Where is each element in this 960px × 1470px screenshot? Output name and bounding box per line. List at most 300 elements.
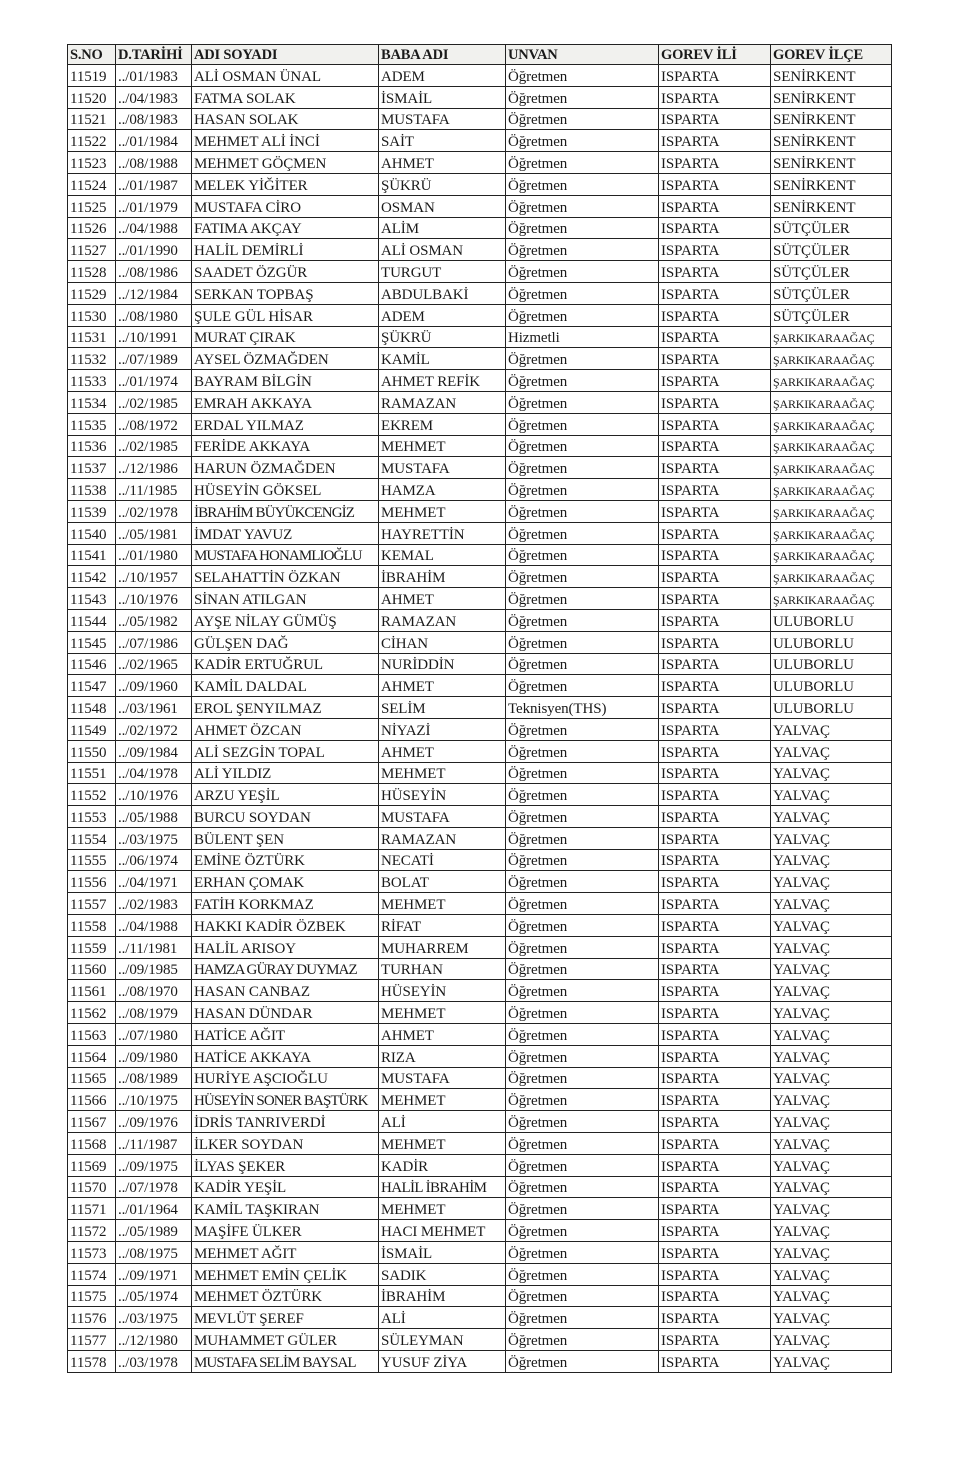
district-cell: ULUBORLU — [771, 653, 892, 675]
father-name-cell: ALİ OSMAN — [379, 239, 506, 261]
father-name-cell: MUSTAFA — [379, 806, 506, 828]
title-cell: Öğretmen — [506, 588, 659, 610]
district-cell: YALVAÇ — [771, 958, 892, 980]
header-date: D.TARİHİ — [116, 45, 192, 65]
title-cell: Öğretmen — [506, 631, 659, 653]
province-cell: ISPARTA — [659, 1067, 771, 1089]
sno-cell: 11564 — [68, 1045, 116, 1067]
full-name-cell: FATIMA AKÇAY — [192, 217, 379, 239]
birth-date-cell: ../12/1984 — [116, 282, 192, 304]
birth-date-cell: ../04/1978 — [116, 762, 192, 784]
title-cell: Öğretmen — [506, 1351, 659, 1373]
province-cell: ISPARTA — [659, 1220, 771, 1242]
table-row — [68, 827, 892, 849]
full-name-cell: HALİL ARISOY — [192, 936, 379, 958]
full-name-cell: FATİH KORKMAZ — [192, 893, 379, 915]
father-name-cell: İBRAHİM — [379, 1285, 506, 1307]
full-name-cell: MUSTAFA SELİM BAYSAL — [192, 1351, 379, 1373]
province-cell: ISPARTA — [659, 1285, 771, 1307]
province-cell: ISPARTA — [659, 827, 771, 849]
province-cell: ISPARTA — [659, 849, 771, 871]
province-cell: ISPARTA — [659, 1045, 771, 1067]
district-cell: YALVAÇ — [771, 1329, 892, 1351]
table-row — [68, 631, 892, 653]
province-cell: ISPARTA — [659, 391, 771, 413]
sno-cell: 11522 — [68, 130, 116, 152]
full-name-cell: ERHAN ÇOMAK — [192, 871, 379, 893]
district-cell: ŞARKIKARAAĞAÇ — [771, 435, 892, 457]
table-row — [68, 195, 892, 217]
table-row — [68, 326, 892, 348]
province-cell: ISPARTA — [659, 1111, 771, 1133]
province-cell: ISPARTA — [659, 609, 771, 631]
birth-date-cell: ../05/1982 — [116, 609, 192, 631]
title-cell: Öğretmen — [506, 936, 659, 958]
title-cell: Öğretmen — [506, 1176, 659, 1198]
table-row — [68, 871, 892, 893]
full-name-cell: MEVLÜT ŞEREF — [192, 1307, 379, 1329]
district-cell: ŞARKIKARAAĞAÇ — [771, 391, 892, 413]
birth-date-cell: ../09/1985 — [116, 958, 192, 980]
sno-cell: 11562 — [68, 1002, 116, 1024]
sno-cell: 11567 — [68, 1111, 116, 1133]
sno-cell: 11571 — [68, 1198, 116, 1220]
district-cell: SENİRKENT — [771, 65, 892, 87]
province-cell: ISPARTA — [659, 784, 771, 806]
birth-date-cell: ../02/1978 — [116, 500, 192, 522]
title-cell: Öğretmen — [506, 435, 659, 457]
table-row — [68, 697, 892, 719]
title-cell: Öğretmen — [506, 1329, 659, 1351]
sno-cell: 11540 — [68, 522, 116, 544]
full-name-cell: ARZU YEŞİL — [192, 784, 379, 806]
father-name-cell: RAMAZAN — [379, 827, 506, 849]
table-row — [68, 348, 892, 370]
district-cell: YALVAÇ — [771, 827, 892, 849]
father-name-cell: AHMET — [379, 740, 506, 762]
district-cell: SÜTÇÜLER — [771, 304, 892, 326]
full-name-cell: MEHMET ALİ İNCİ — [192, 130, 379, 152]
title-cell: Öğretmen — [506, 784, 659, 806]
birth-date-cell: ../05/1974 — [116, 1285, 192, 1307]
roster-sheet — [67, 44, 891, 1373]
father-name-cell: İBRAHİM — [379, 566, 506, 588]
sno-cell: 11534 — [68, 391, 116, 413]
table-row — [68, 370, 892, 392]
sno-cell: 11520 — [68, 86, 116, 108]
full-name-cell: HÜSEYİN SONER BAŞTÜRK — [192, 1089, 379, 1111]
district-cell: ŞARKIKARAAĞAÇ — [771, 348, 892, 370]
father-name-cell: NİYAZİ — [379, 718, 506, 740]
birth-date-cell: ../09/1976 — [116, 1111, 192, 1133]
father-name-cell: MEHMET — [379, 1133, 506, 1155]
sno-cell: 11530 — [68, 304, 116, 326]
father-name-cell: MEHMET — [379, 1002, 506, 1024]
table-row — [68, 65, 892, 87]
full-name-cell: İLYAS ŞEKER — [192, 1154, 379, 1176]
province-cell: ISPARTA — [659, 522, 771, 544]
header-row — [68, 45, 892, 65]
district-cell: SÜTÇÜLER — [771, 261, 892, 283]
father-name-cell: EKREM — [379, 413, 506, 435]
sno-cell: 11578 — [68, 1351, 116, 1373]
province-cell: ISPARTA — [659, 893, 771, 915]
title-cell: Öğretmen — [506, 980, 659, 1002]
district-cell: YALVAÇ — [771, 1002, 892, 1024]
title-cell: Öğretmen — [506, 893, 659, 915]
title-cell: Öğretmen — [506, 413, 659, 435]
table-row — [68, 653, 892, 675]
district-cell: YALVAÇ — [771, 762, 892, 784]
title-cell: Öğretmen — [506, 195, 659, 217]
district-cell: ŞARKIKARAAĞAÇ — [771, 588, 892, 610]
birth-date-cell: ../05/1989 — [116, 1220, 192, 1242]
birth-date-cell: ../04/1971 — [116, 871, 192, 893]
title-cell: Teknisyen(THS) — [506, 697, 659, 719]
birth-date-cell: ../09/1971 — [116, 1263, 192, 1285]
birth-date-cell: ../01/1974 — [116, 370, 192, 392]
province-cell: ISPARTA — [659, 1329, 771, 1351]
district-cell: ŞARKIKARAAĞAÇ — [771, 479, 892, 501]
sno-cell: 11527 — [68, 239, 116, 261]
province-cell: ISPARTA — [659, 1133, 771, 1155]
district-cell: YALVAÇ — [771, 980, 892, 1002]
district-cell: ŞARKIKARAAĞAÇ — [771, 566, 892, 588]
table-row — [68, 1198, 892, 1220]
province-cell: ISPARTA — [659, 261, 771, 283]
full-name-cell: MEHMET AĞIT — [192, 1242, 379, 1264]
full-name-cell: SERKAN TOPBAŞ — [192, 282, 379, 304]
province-cell: ISPARTA — [659, 479, 771, 501]
table-row — [68, 1285, 892, 1307]
full-name-cell: FATMA SOLAK — [192, 86, 379, 108]
title-cell: Öğretmen — [506, 1111, 659, 1133]
table-row — [68, 239, 892, 261]
birth-date-cell: ../03/1961 — [116, 697, 192, 719]
table-row — [68, 609, 892, 631]
title-cell: Öğretmen — [506, 457, 659, 479]
father-name-cell: RİFAT — [379, 915, 506, 937]
birth-date-cell: ../06/1974 — [116, 849, 192, 871]
father-name-cell: ADEM — [379, 65, 506, 87]
full-name-cell: ŞULE GÜL HİSAR — [192, 304, 379, 326]
sno-cell: 11524 — [68, 173, 116, 195]
sno-cell: 11543 — [68, 588, 116, 610]
table-row — [68, 1111, 892, 1133]
sno-cell: 11547 — [68, 675, 116, 697]
birth-date-cell: ../08/1975 — [116, 1242, 192, 1264]
header-name: ADI SOYADI — [192, 45, 379, 65]
district-cell: YALVAÇ — [771, 1111, 892, 1133]
district-cell: YALVAÇ — [771, 740, 892, 762]
district-cell: YALVAÇ — [771, 871, 892, 893]
birth-date-cell: ../09/1960 — [116, 675, 192, 697]
full-name-cell: HASAN SOLAK — [192, 108, 379, 130]
sno-cell: 11535 — [68, 413, 116, 435]
table-row — [68, 849, 892, 871]
sno-cell: 11538 — [68, 479, 116, 501]
full-name-cell: KAMİL TAŞKIRAN — [192, 1198, 379, 1220]
district-cell: YALVAÇ — [771, 1024, 892, 1046]
table-row — [68, 806, 892, 828]
title-cell: Öğretmen — [506, 239, 659, 261]
table-row — [68, 1220, 892, 1242]
full-name-cell: HASAN DÜNDAR — [192, 1002, 379, 1024]
province-cell: ISPARTA — [659, 1154, 771, 1176]
father-name-cell: SELİM — [379, 697, 506, 719]
district-cell: YALVAÇ — [771, 1242, 892, 1264]
full-name-cell: ERDAL YILMAZ — [192, 413, 379, 435]
province-cell: ISPARTA — [659, 195, 771, 217]
full-name-cell: AYSEL ÖZMAĞDEN — [192, 348, 379, 370]
table-row — [68, 108, 892, 130]
province-cell: ISPARTA — [659, 1263, 771, 1285]
district-cell: SENİRKENT — [771, 108, 892, 130]
table-row — [68, 1002, 892, 1024]
full-name-cell: MUSTAFA CİRO — [192, 195, 379, 217]
district-cell: SENİRKENT — [771, 86, 892, 108]
birth-date-cell: ../09/1984 — [116, 740, 192, 762]
father-name-cell: HÜSEYİN — [379, 784, 506, 806]
table-row — [68, 566, 892, 588]
province-cell: ISPARTA — [659, 740, 771, 762]
father-name-cell: SADIK — [379, 1263, 506, 1285]
sno-cell: 11569 — [68, 1154, 116, 1176]
sno-cell: 11532 — [68, 348, 116, 370]
sno-cell: 11525 — [68, 195, 116, 217]
title-cell: Öğretmen — [506, 871, 659, 893]
table-row — [68, 675, 892, 697]
table-row — [68, 304, 892, 326]
father-name-cell: CİHAN — [379, 631, 506, 653]
district-cell: SENİRKENT — [771, 130, 892, 152]
province-cell: ISPARTA — [659, 239, 771, 261]
birth-date-cell: ../02/1983 — [116, 893, 192, 915]
birth-date-cell: ../08/1983 — [116, 108, 192, 130]
title-cell: Öğretmen — [506, 1024, 659, 1046]
province-cell: ISPARTA — [659, 653, 771, 675]
father-name-cell: MEHMET — [379, 893, 506, 915]
sno-cell: 11561 — [68, 980, 116, 1002]
table-row — [68, 457, 892, 479]
province-cell: ISPARTA — [659, 457, 771, 479]
district-cell: SÜTÇÜLER — [771, 239, 892, 261]
title-cell: Öğretmen — [506, 370, 659, 392]
sno-cell: 11550 — [68, 740, 116, 762]
district-cell: YALVAÇ — [771, 1045, 892, 1067]
title-cell: Öğretmen — [506, 1242, 659, 1264]
birth-date-cell: ../01/1979 — [116, 195, 192, 217]
full-name-cell: BÜLENT ŞEN — [192, 827, 379, 849]
title-cell: Öğretmen — [506, 653, 659, 675]
full-name-cell: MAŞİFE ÜLKER — [192, 1220, 379, 1242]
table-row — [68, 1242, 892, 1264]
province-cell: ISPARTA — [659, 370, 771, 392]
district-cell: YALVAÇ — [771, 1133, 892, 1155]
district-cell: YALVAÇ — [771, 936, 892, 958]
district-cell: ŞARKIKARAAĞAÇ — [771, 522, 892, 544]
title-cell: Öğretmen — [506, 1263, 659, 1285]
father-name-cell: KADİR — [379, 1154, 506, 1176]
sno-cell: 11544 — [68, 609, 116, 631]
sno-cell: 11554 — [68, 827, 116, 849]
sno-cell: 11574 — [68, 1263, 116, 1285]
father-name-cell: HACI MEHMET — [379, 1220, 506, 1242]
district-cell: SENİRKENT — [771, 173, 892, 195]
birth-date-cell: ../05/1988 — [116, 806, 192, 828]
full-name-cell: MURAT ÇIRAK — [192, 326, 379, 348]
province-cell: ISPARTA — [659, 1242, 771, 1264]
province-cell: ISPARTA — [659, 871, 771, 893]
province-cell: ISPARTA — [659, 326, 771, 348]
title-cell: Öğretmen — [506, 479, 659, 501]
full-name-cell: İLKER SOYDAN — [192, 1133, 379, 1155]
province-cell: ISPARTA — [659, 435, 771, 457]
birth-date-cell: ../08/1989 — [116, 1067, 192, 1089]
birth-date-cell: ../08/1970 — [116, 980, 192, 1002]
sno-cell: 11557 — [68, 893, 116, 915]
province-cell: ISPARTA — [659, 915, 771, 937]
sno-cell: 11549 — [68, 718, 116, 740]
father-name-cell: ŞÜKRÜ — [379, 326, 506, 348]
table-row — [68, 784, 892, 806]
birth-date-cell: ../08/1988 — [116, 152, 192, 174]
table-row — [68, 1133, 892, 1155]
birth-date-cell: ../02/1985 — [116, 435, 192, 457]
full-name-cell: EMRAH AKKAYA — [192, 391, 379, 413]
birth-date-cell: ../11/1981 — [116, 936, 192, 958]
sno-cell: 11548 — [68, 697, 116, 719]
district-cell: YALVAÇ — [771, 915, 892, 937]
district-cell: YALVAÇ — [771, 1351, 892, 1373]
sno-cell: 11528 — [68, 261, 116, 283]
province-cell: ISPARTA — [659, 675, 771, 697]
sno-cell: 11556 — [68, 871, 116, 893]
sno-cell: 11577 — [68, 1329, 116, 1351]
province-cell: ISPARTA — [659, 544, 771, 566]
father-name-cell: SAİT — [379, 130, 506, 152]
title-cell: Öğretmen — [506, 718, 659, 740]
father-name-cell: ABDULBAKİ — [379, 282, 506, 304]
full-name-cell: İDRİS TANRIVERDİ — [192, 1111, 379, 1133]
sno-cell: 11533 — [68, 370, 116, 392]
father-name-cell: YUSUF ZİYA — [379, 1351, 506, 1373]
title-cell: Öğretmen — [506, 1089, 659, 1111]
title-cell: Öğretmen — [506, 740, 659, 762]
sno-cell: 11536 — [68, 435, 116, 457]
district-cell: SENİRKENT — [771, 195, 892, 217]
full-name-cell: SAADET ÖZGÜR — [192, 261, 379, 283]
district-cell: ULUBORLU — [771, 631, 892, 653]
father-name-cell: ŞÜKRÜ — [379, 173, 506, 195]
father-name-cell: RAMAZAN — [379, 609, 506, 631]
birth-date-cell: ../03/1975 — [116, 1307, 192, 1329]
full-name-cell: MEHMET ÖZTÜRK — [192, 1285, 379, 1307]
father-name-cell: ALİ — [379, 1111, 506, 1133]
header-father: BABA ADI — [379, 45, 506, 65]
sno-cell: 11539 — [68, 500, 116, 522]
father-name-cell: HÜSEYİN — [379, 980, 506, 1002]
birth-date-cell: ../01/1987 — [116, 173, 192, 195]
full-name-cell: BAYRAM BİLGİN — [192, 370, 379, 392]
table-row — [68, 435, 892, 457]
title-cell: Öğretmen — [506, 915, 659, 937]
birth-date-cell: ../02/1965 — [116, 653, 192, 675]
title-cell: Öğretmen — [506, 849, 659, 871]
title-cell: Hizmetli — [506, 326, 659, 348]
header-sno: S.NO — [68, 45, 116, 65]
full-name-cell: MEHMET GÖÇMEN — [192, 152, 379, 174]
birth-date-cell: ../12/1986 — [116, 457, 192, 479]
sno-cell: 11572 — [68, 1220, 116, 1242]
title-cell: Öğretmen — [506, 391, 659, 413]
title-cell: Öğretmen — [506, 108, 659, 130]
title-cell: Öğretmen — [506, 304, 659, 326]
father-name-cell: AHMET — [379, 675, 506, 697]
full-name-cell: MELEK YİĞİTER — [192, 173, 379, 195]
table-body — [68, 65, 892, 1373]
father-name-cell: ALİM — [379, 217, 506, 239]
province-cell: ISPARTA — [659, 806, 771, 828]
district-cell: YALVAÇ — [771, 1263, 892, 1285]
district-cell: YALVAÇ — [771, 1220, 892, 1242]
province-cell: ISPARTA — [659, 217, 771, 239]
title-cell: Öğretmen — [506, 675, 659, 697]
district-cell: SÜTÇÜLER — [771, 282, 892, 304]
birth-date-cell: ../11/1987 — [116, 1133, 192, 1155]
province-cell: ISPARTA — [659, 718, 771, 740]
district-cell: YALVAÇ — [771, 784, 892, 806]
district-cell: YALVAÇ — [771, 1285, 892, 1307]
province-cell: ISPARTA — [659, 1198, 771, 1220]
birth-date-cell: ../04/1988 — [116, 217, 192, 239]
province-cell: ISPARTA — [659, 1089, 771, 1111]
sno-cell: 11552 — [68, 784, 116, 806]
sno-cell: 11526 — [68, 217, 116, 239]
table-header — [68, 45, 892, 65]
district-cell: ŞARKIKARAAĞAÇ — [771, 413, 892, 435]
father-name-cell: AHMET — [379, 152, 506, 174]
table-row — [68, 86, 892, 108]
table-row — [68, 173, 892, 195]
table-row — [68, 718, 892, 740]
district-cell: SÜTÇÜLER — [771, 217, 892, 239]
district-cell: YALVAÇ — [771, 849, 892, 871]
birth-date-cell: ../10/1976 — [116, 588, 192, 610]
birth-date-cell: ../11/1985 — [116, 479, 192, 501]
province-cell: ISPARTA — [659, 130, 771, 152]
province-cell: ISPARTA — [659, 86, 771, 108]
province-cell: ISPARTA — [659, 500, 771, 522]
title-cell: Öğretmen — [506, 1045, 659, 1067]
title-cell: Öğretmen — [506, 762, 659, 784]
province-cell: ISPARTA — [659, 413, 771, 435]
birth-date-cell: ../07/1986 — [116, 631, 192, 653]
full-name-cell: BURCU SOYDAN — [192, 806, 379, 828]
father-name-cell: İSMAİL — [379, 1242, 506, 1264]
father-name-cell: OSMAN — [379, 195, 506, 217]
district-cell: YALVAÇ — [771, 806, 892, 828]
father-name-cell: MEHMET — [379, 435, 506, 457]
province-cell: ISPARTA — [659, 304, 771, 326]
province-cell: ISPARTA — [659, 566, 771, 588]
table-row — [68, 762, 892, 784]
district-cell: YALVAÇ — [771, 893, 892, 915]
full-name-cell: FERİDE AKKAYA — [192, 435, 379, 457]
title-cell: Öğretmen — [506, 1220, 659, 1242]
father-name-cell: RIZA — [379, 1045, 506, 1067]
father-name-cell: MUSTAFA — [379, 108, 506, 130]
